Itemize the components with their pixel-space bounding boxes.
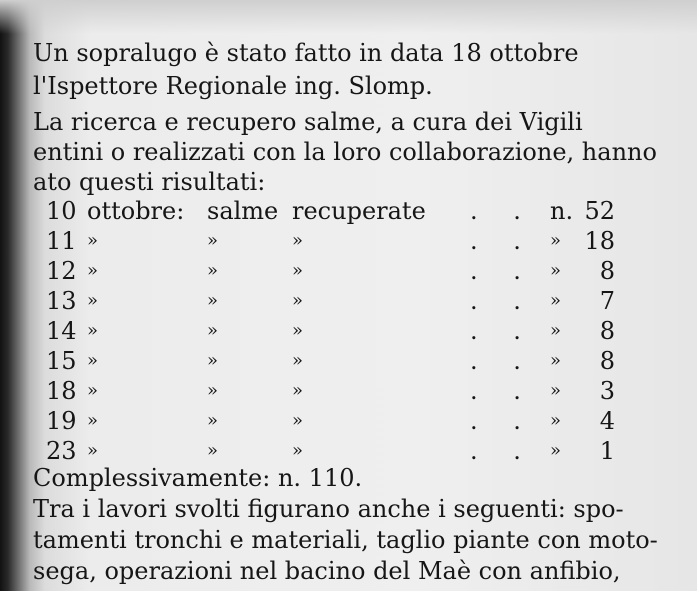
table-col3: » bbox=[292, 260, 304, 281]
table-day: 19 bbox=[46, 407, 77, 435]
table-day: 11 bbox=[46, 227, 77, 255]
table-col2: » bbox=[207, 410, 219, 431]
table-dots: . . bbox=[470, 257, 535, 285]
table-dots: . . bbox=[470, 197, 535, 225]
table-col1: » bbox=[87, 290, 99, 311]
total-line: Complessivamente: n. 110. bbox=[33, 464, 363, 492]
table-col3: » bbox=[292, 320, 304, 341]
table-day: 14 bbox=[46, 317, 77, 345]
table-unit: » bbox=[550, 290, 562, 311]
table-dots: . . bbox=[470, 407, 535, 435]
table-row bbox=[0, 286, 615, 316]
table-col2: » bbox=[207, 320, 219, 341]
table-count: 3 bbox=[599, 377, 615, 405]
table-count: 7 bbox=[599, 287, 615, 315]
table-col3: » bbox=[292, 230, 304, 251]
table-unit: » bbox=[550, 230, 562, 251]
table-col3: » bbox=[292, 440, 304, 461]
table-col1: » bbox=[87, 410, 99, 431]
table-col3: » bbox=[292, 350, 304, 371]
table-col3: » bbox=[292, 290, 304, 311]
table-dots: . . bbox=[470, 347, 535, 375]
table-col2: » bbox=[207, 230, 219, 251]
table-dots: . . bbox=[470, 227, 535, 255]
table-row bbox=[0, 226, 615, 256]
table-col3: recuperate bbox=[292, 197, 426, 225]
table-col3: » bbox=[292, 410, 304, 431]
table-day: 23 bbox=[46, 437, 77, 465]
table-unit: » bbox=[550, 440, 562, 461]
table-row bbox=[0, 196, 615, 226]
table-unit: » bbox=[550, 260, 562, 281]
table-day: 15 bbox=[46, 347, 77, 375]
table-count: 18 bbox=[584, 227, 615, 255]
text-line-5: ato questi risultati: bbox=[33, 168, 266, 196]
text-line-8: sega, operazioni nel bacino del Maè con anfibio, bbox=[33, 557, 621, 585]
table-col1: » bbox=[87, 380, 99, 401]
table-count: 8 bbox=[599, 347, 615, 375]
table-row bbox=[0, 436, 615, 466]
table-col2: » bbox=[207, 290, 219, 311]
table-col3: » bbox=[292, 380, 304, 401]
text-line-3: La ricerca e recupero salme, a cura dei Vigili bbox=[33, 108, 583, 136]
table-col2: » bbox=[207, 260, 219, 281]
table-col1: » bbox=[87, 350, 99, 371]
text-line-1: Un sopralugo è stato fatto in data 18 ottobre bbox=[33, 39, 579, 67]
table-col1: » bbox=[87, 230, 99, 251]
table-count: 1 bbox=[599, 437, 615, 465]
table-unit: » bbox=[550, 380, 562, 401]
table-col1: » bbox=[87, 260, 99, 281]
text-line-4: entini o realizzati con la loro collaborazione, hanno bbox=[33, 138, 657, 166]
table-dots: . . bbox=[470, 437, 535, 465]
table-count: 4 bbox=[599, 407, 615, 435]
table-unit: » bbox=[550, 410, 562, 431]
table-col1: » bbox=[87, 320, 99, 341]
table-count: 52 bbox=[584, 197, 615, 225]
table-row bbox=[0, 256, 615, 286]
table-unit: n. bbox=[550, 197, 574, 225]
table-day: 12 bbox=[46, 257, 77, 285]
table-col2: » bbox=[207, 380, 219, 401]
table-count: 8 bbox=[599, 317, 615, 345]
table-unit: » bbox=[550, 350, 562, 371]
table-row bbox=[0, 316, 615, 346]
table-unit: » bbox=[550, 320, 562, 341]
table-count: 8 bbox=[599, 257, 615, 285]
table-col1: ottobre: bbox=[87, 197, 185, 225]
table-row bbox=[0, 346, 615, 376]
text-line-7: tamenti tronchi e materiali, taglio piante con moto- bbox=[33, 526, 658, 554]
table-dots: . . bbox=[470, 377, 535, 405]
table-col1: » bbox=[87, 440, 99, 461]
table-col2: » bbox=[207, 350, 219, 371]
table-day: 13 bbox=[46, 287, 77, 315]
text-line-2: l'Ispettore Regionale ing. Slomp. bbox=[33, 72, 433, 100]
table-dots: . . bbox=[470, 317, 535, 345]
table-dots: . . bbox=[470, 287, 535, 315]
table-row bbox=[0, 406, 615, 436]
table-day: 10 bbox=[46, 197, 77, 225]
table-col2: » bbox=[207, 440, 219, 461]
table-row bbox=[0, 376, 615, 406]
text-line-6: Tra i lavori svolti figurano anche i seguenti: spo- bbox=[33, 495, 624, 523]
page-top-shadow bbox=[0, 0, 697, 34]
table-day: 18 bbox=[46, 377, 77, 405]
table-col2: salme bbox=[207, 197, 279, 225]
